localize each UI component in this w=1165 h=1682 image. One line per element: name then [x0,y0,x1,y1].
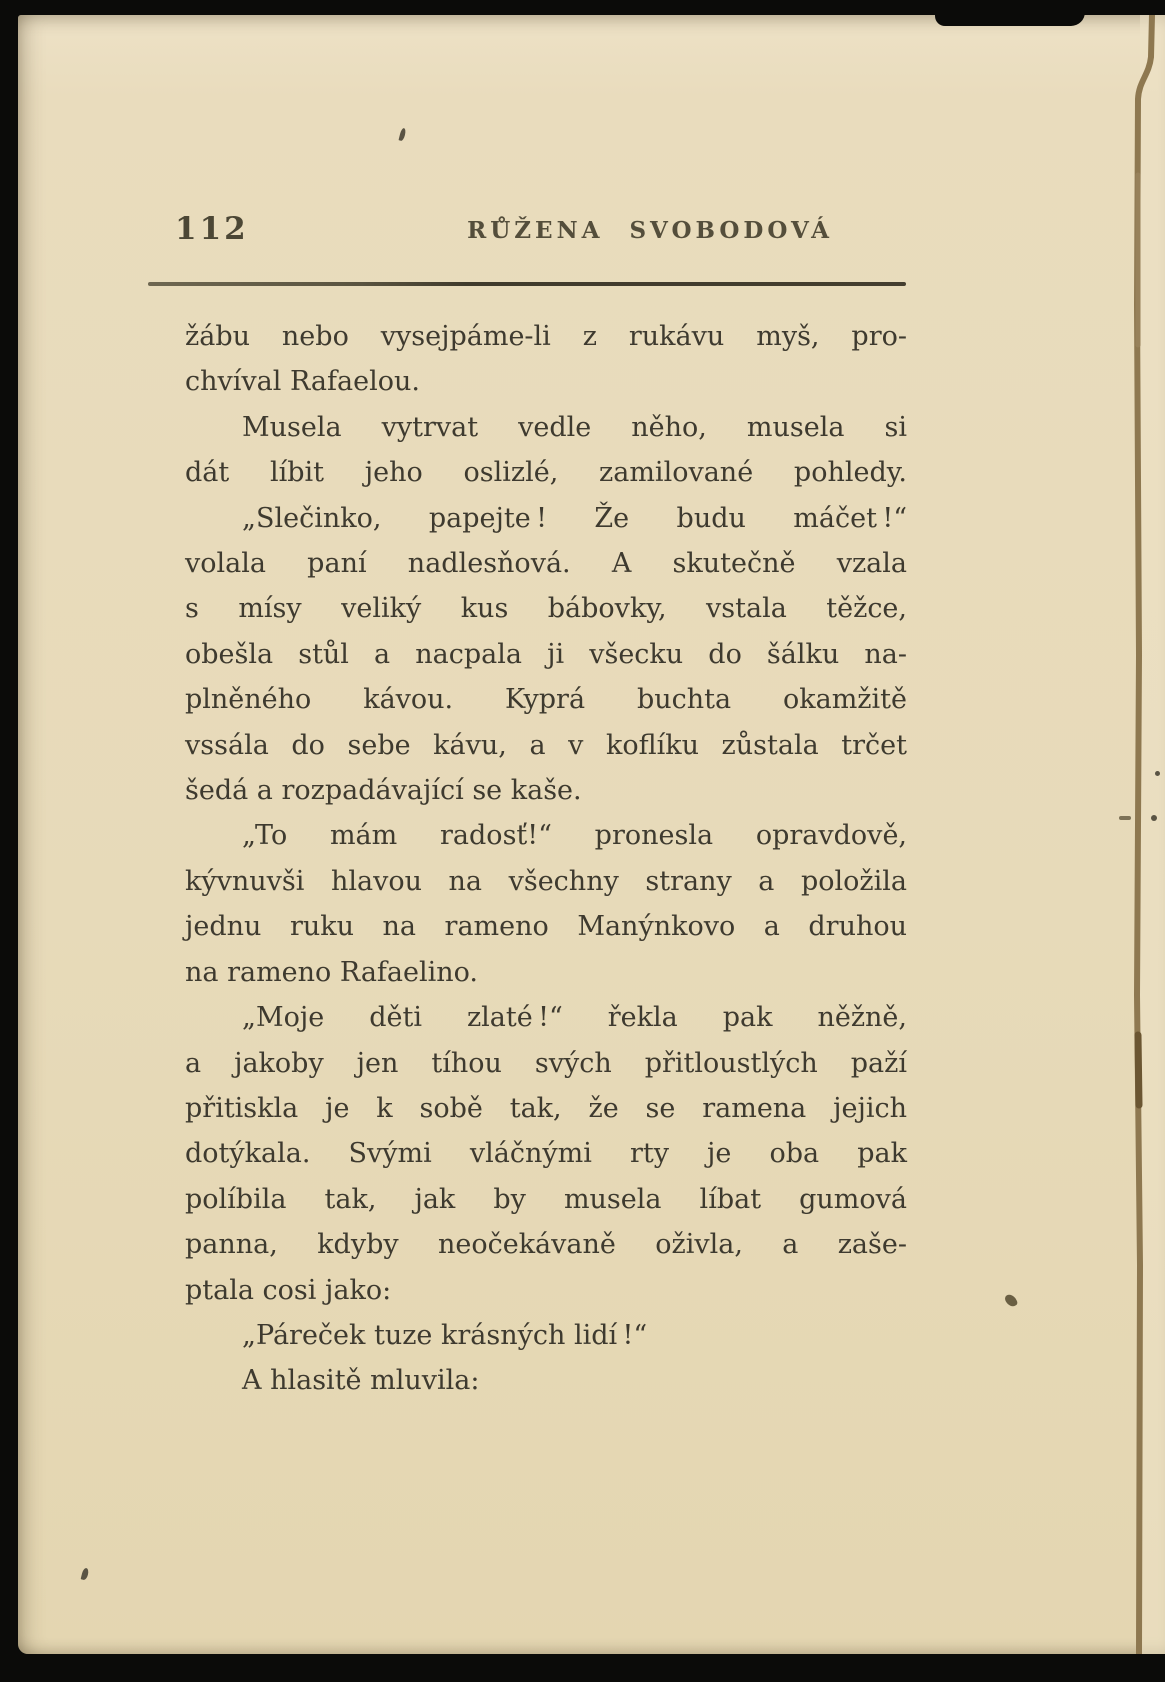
running-title: RŮŽENA SVOBODOVÁ [467,217,833,244]
text-line: a jakoby jen tíhou svých přitloustlých paží [185,1047,907,1079]
text-line: kývnuvši hlavou na všechny strany a položila [185,865,907,897]
text-line: Musela vytrvat vedle něho, musela si [242,411,907,443]
text-line: A hlasitě mluvila: [242,1365,480,1397]
text-line: „Moje děti zlaté !“ řekla pak něžně, [242,1002,907,1034]
text-line: žábu nebo vysejpáme-li z rukávu myš, pro- [185,321,907,352]
text-line: „To mám radosť!“ pronesla opravdově, [242,820,907,852]
text-line: obešla stůl a nacpala ji všecku do šálku na- [185,638,907,670]
text-line: šedá a rozpadávající se kaše. [185,775,582,807]
text-line: jednu ruku na rameno Manýnkovo a druhou [185,911,907,943]
text-line: chvíval Rafaelou. [185,366,420,398]
page-edge-highlight [1140,15,1165,1654]
ink-speck [399,128,407,142]
text-line: přitiskla je k sobě tak, že se ramena jejich [185,1092,907,1124]
text-block [185,314,907,1404]
scan-frame-blob [935,0,1085,26]
header-rule [148,282,906,286]
text-line: plněného kávou. Kyprá buchta okamžitě [185,684,907,716]
text-line: „Páreček tuze krásných lidí !“ [242,1319,648,1351]
text-line: dotýkala. Svými vláčnými rty je oba pak [185,1138,907,1170]
ink-speck [1004,1292,1019,1308]
text-line: na rameno Rafaelino. [185,956,479,988]
ink-speck [1151,815,1157,821]
page-number: 112 [175,211,249,247]
text-line: políbila tak, jak by musela líbat gumová [185,1183,907,1215]
text-line: volala paní nadlesňová. A skutečně vzala [185,548,907,580]
text-line: dát líbit jeho oslizlé, zamilované pohledy. [185,457,907,489]
text-line: ptala cosi jako: [185,1274,392,1306]
text-line: s mísy veliký kus bábovky, vstala těžce, [185,593,907,625]
ink-speck [1119,816,1131,820]
book-page [18,15,1165,1654]
ink-speck [1155,771,1160,776]
text-line: panna, kdyby neočekávaně oživla, a zaše- [185,1229,907,1261]
text-line: vssála do sebe kávu, a v koflíku zůstala trčet [185,729,907,761]
ink-speck [81,1567,90,1580]
text-line: „Slečinko, papejte ! Že budu máčet !“ [242,502,907,534]
